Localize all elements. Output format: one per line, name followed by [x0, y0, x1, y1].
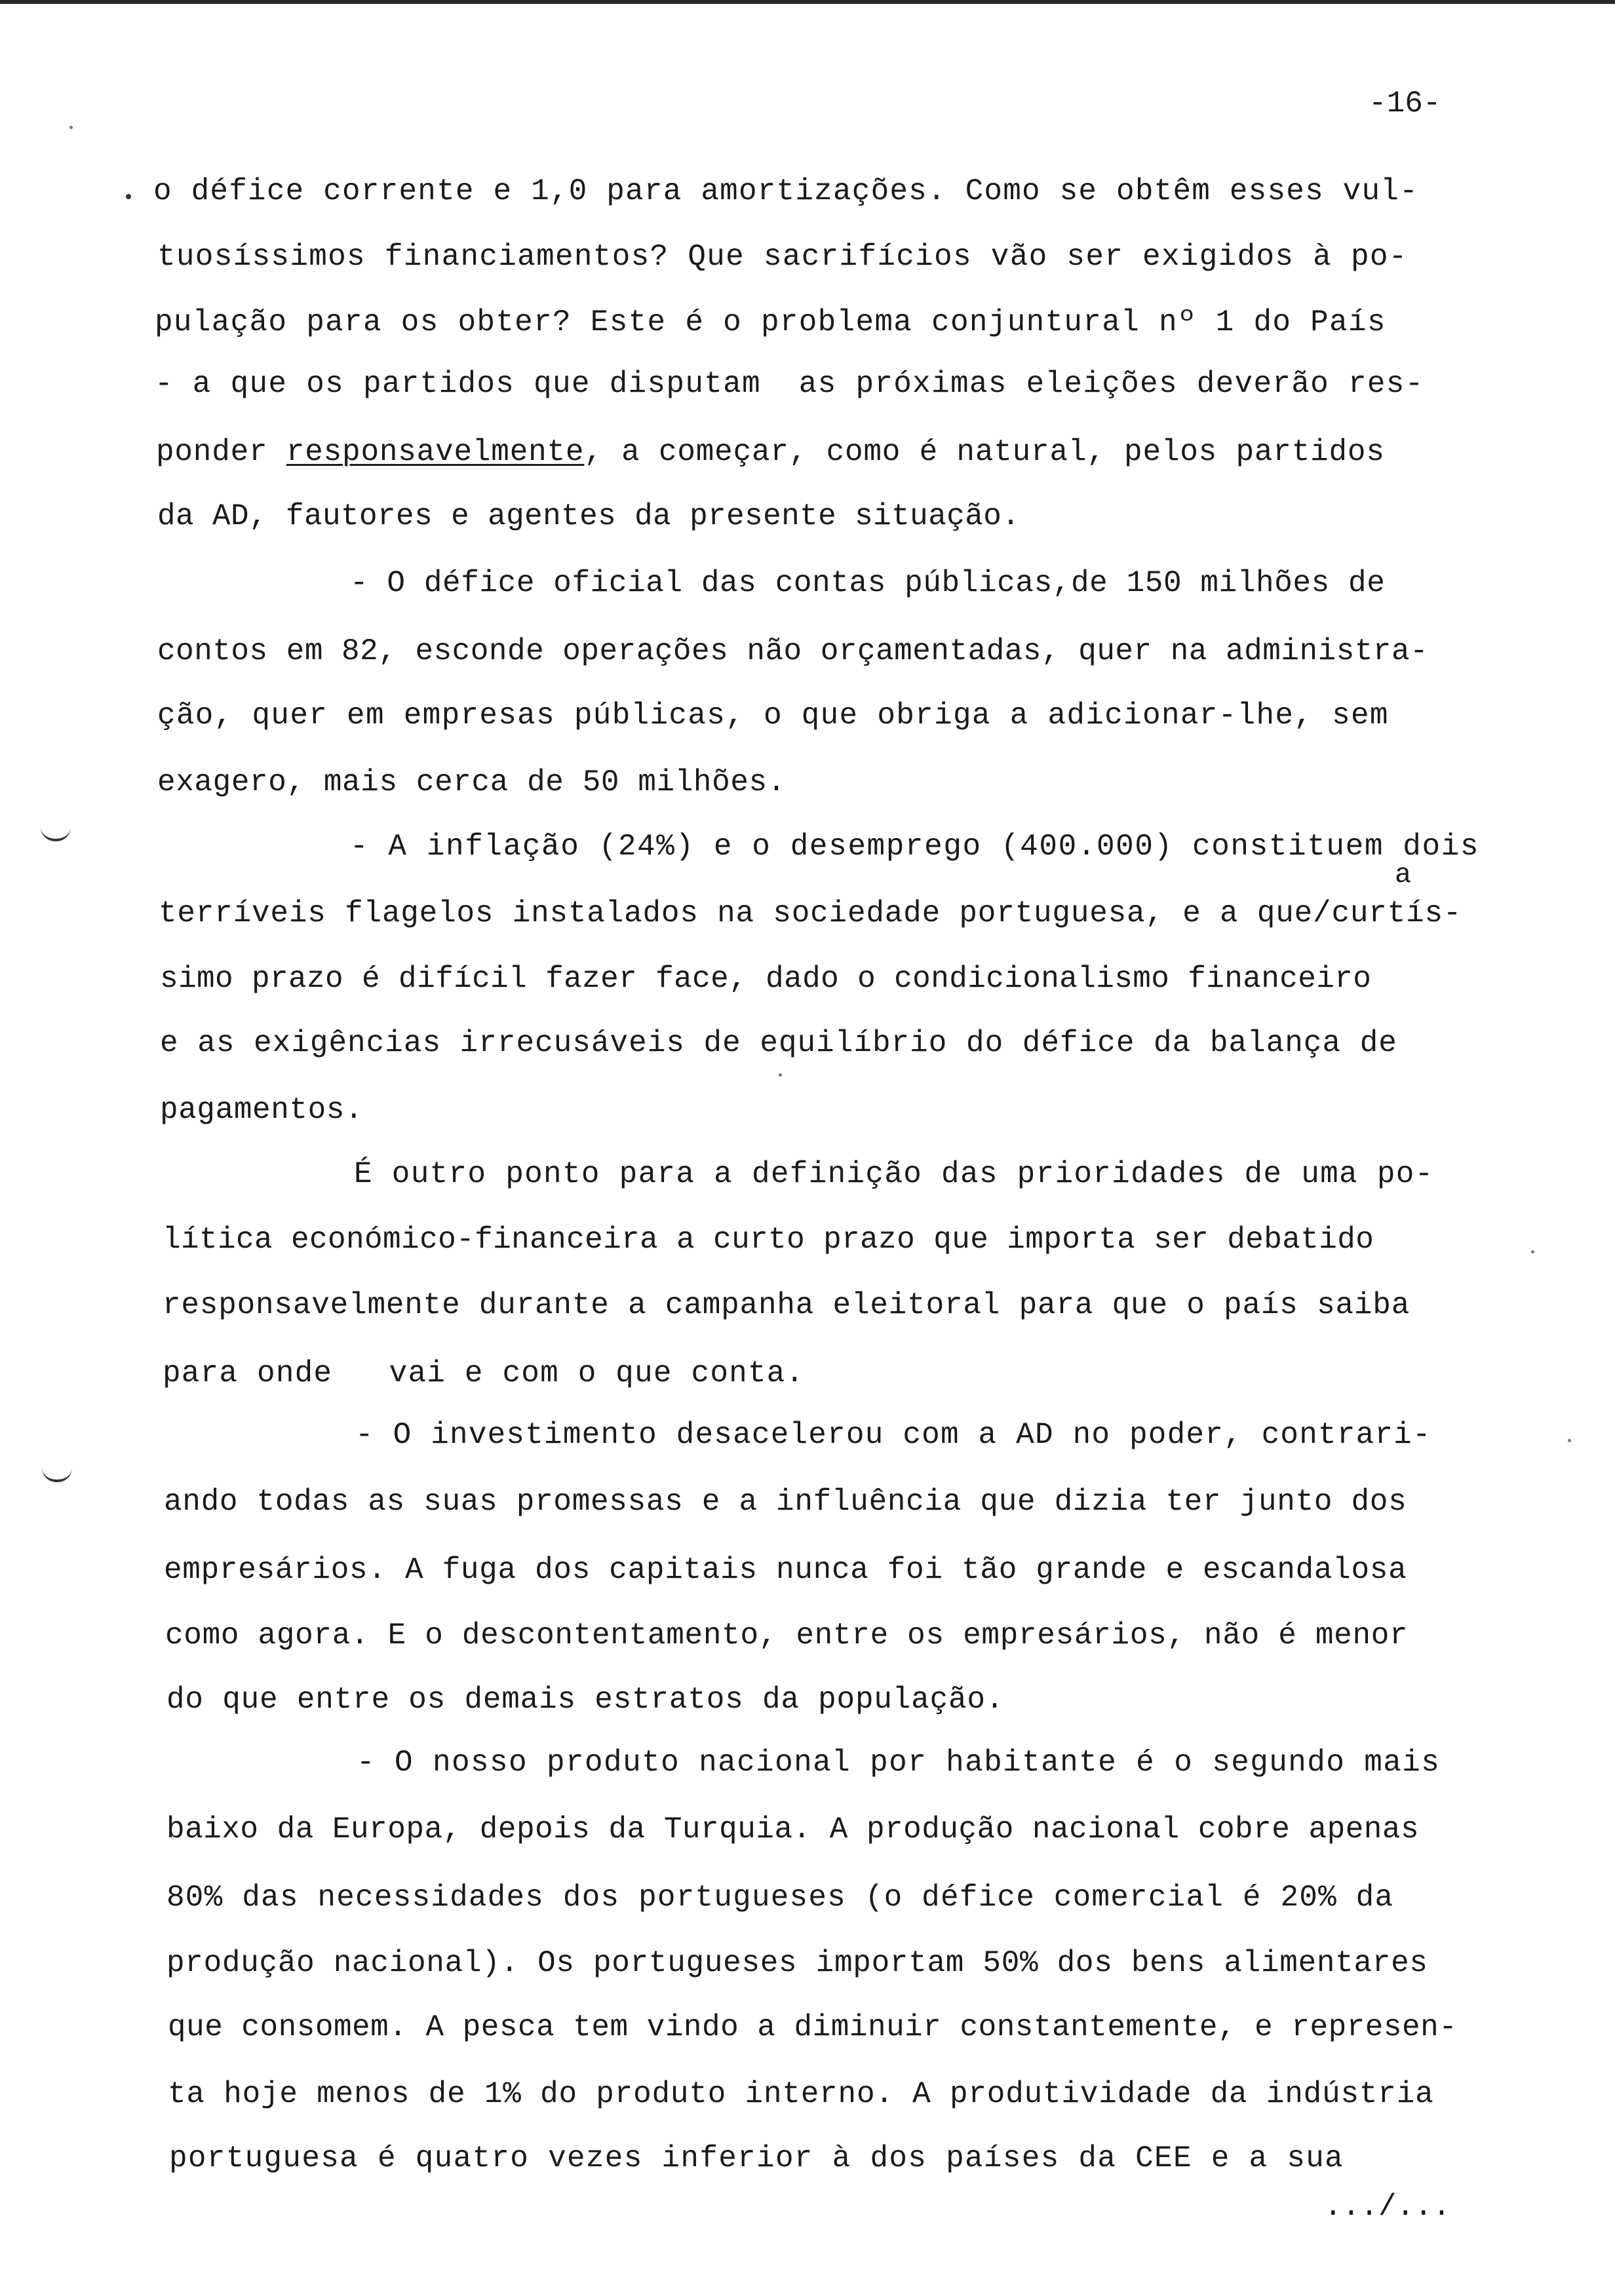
line-text: baixo da Europa, depois da Turquia. A produção nacional cobre apenas	[166, 1812, 1420, 1846]
line-text: exagero, mais cerca de 50 milhões.	[157, 765, 786, 799]
text-line	[166, 1680, 1004, 1719]
underlined-text: responsavelmente	[286, 435, 585, 469]
text-line	[166, 1810, 1419, 1849]
text-line	[157, 497, 1020, 536]
page-speck	[1568, 1439, 1571, 1442]
line-text: pagamentos.	[160, 1093, 364, 1127]
text-line	[168, 2008, 1457, 2047]
line-text: - a que os partidos que disputam as próximas eleições deverão res-	[155, 367, 1424, 401]
text-line	[157, 696, 1389, 735]
line-text: da AD, fautores e agentes da presente situação.	[157, 499, 1021, 533]
line-text: ponder	[156, 435, 286, 469]
text-line	[350, 827, 1479, 866]
text-line	[163, 1354, 804, 1393]
line-text: e as exigências irrecusáveis de equilíbrio do défice da balança de	[160, 1026, 1397, 1060]
text-line	[153, 172, 1418, 211]
handwritten-insertion: a	[1395, 859, 1412, 890]
line-text: tuosíssimos financiamentos? Que sacrifícios vão ser exigidos à po-	[157, 240, 1408, 274]
text-line	[160, 1024, 1397, 1063]
text-line	[168, 2075, 1434, 2114]
line-text: para onde vai e com o que conta.	[163, 1356, 805, 1390]
text-line	[163, 1286, 1410, 1325]
text-line	[156, 432, 1385, 472]
text-line	[160, 1090, 363, 1130]
line-text: - O défice oficial das contas públicas,de 150 milhões de	[350, 566, 1386, 600]
text-line	[166, 1943, 1428, 1983]
line-text: ta hoje menos de 1% do produto interno. A produtividade da indústria	[168, 2077, 1434, 2111]
page-number: -16-	[1369, 86, 1441, 121]
line-text: responsavelmente durante a campanha eleitoral para que o país saiba	[163, 1288, 1411, 1322]
text-line	[355, 1415, 1431, 1455]
line-text: como agora. E o descontentamento, entre os empresários, não é menor	[165, 1618, 1409, 1653]
line-text: contos em 82, esconde operações não orçamentadas, quer na administra-	[157, 634, 1429, 668]
line-text: pulação para os obter? Este é o problema conjuntural nº 1 do País	[155, 305, 1386, 339]
text-line	[160, 959, 1371, 999]
line-text: - O investimento desacelerou com a AD no poder, contrari-	[355, 1418, 1431, 1452]
line-text: empresários. A fuga dos capitais nunca foi tão grande e escandalosa	[164, 1553, 1407, 1587]
text-line	[155, 303, 1386, 342]
text-line	[157, 632, 1428, 671]
page-speck	[69, 126, 73, 129]
line-text: ção, quer em empresas públicas, o que obriga a adicionar-lhe, sem	[157, 698, 1389, 733]
line-text: 80% das necessidades dos portugueses (o défice comercial é 20% da	[166, 1881, 1394, 1915]
text-line	[157, 237, 1408, 277]
line-text: portuguesa é quatro vezes inferior à dos países da CEE e a sua	[169, 2141, 1344, 2175]
line-text: , a começar, como é natural, pelos partidos	[584, 435, 1385, 469]
line-text: que consomem. A pesca tem vindo a diminuir constantemente, e represen-	[168, 2010, 1458, 2044]
line-text: ando todas as suas promessas e a influência que dizia ter junto dos	[164, 1485, 1407, 1519]
text-line	[169, 2139, 1344, 2178]
line-text: simo prazo é difícil fazer face, dado o condicionalismo financeiro	[160, 962, 1372, 996]
text-line	[354, 1155, 1434, 1194]
page-speck	[779, 1073, 782, 1077]
text-line	[159, 894, 1462, 933]
line-text: o défice corrente e 1,0 para amortizações. Como se obtêm esses vul-	[153, 174, 1418, 208]
line-text: do que entre os demais estratos da população.	[166, 1683, 1005, 1717]
text-line	[350, 564, 1385, 603]
text-line	[157, 763, 786, 802]
page-speck	[1531, 1250, 1534, 1253]
text-line	[165, 1616, 1408, 1655]
text-line	[166, 1878, 1393, 1917]
text-line	[357, 1743, 1440, 1782]
line-text: produção nacional). Os portugueses importam 50% dos bens alimentares	[166, 1946, 1428, 1980]
line-text: É outro ponto para a definição das prioridades de uma po-	[354, 1157, 1434, 1191]
line-text: lítica económico-financeira a curto prazo que importa ser debatido	[163, 1223, 1374, 1257]
line-text: terríveis flagelos instalados na sociedade portuguesa, e a que/curtís-	[159, 896, 1462, 930]
text-line	[164, 1550, 1407, 1590]
text-line	[164, 1482, 1407, 1521]
continuation-marker: .../...	[1324, 2190, 1451, 2224]
text-line	[155, 364, 1424, 404]
line-text: - O nosso produto nacional por habitante é o segundo mais	[357, 1746, 1441, 1780]
line-text: - A inflação (24%) e o desemprego (400.000) constituem dois	[350, 830, 1480, 864]
text-line	[163, 1220, 1374, 1259]
